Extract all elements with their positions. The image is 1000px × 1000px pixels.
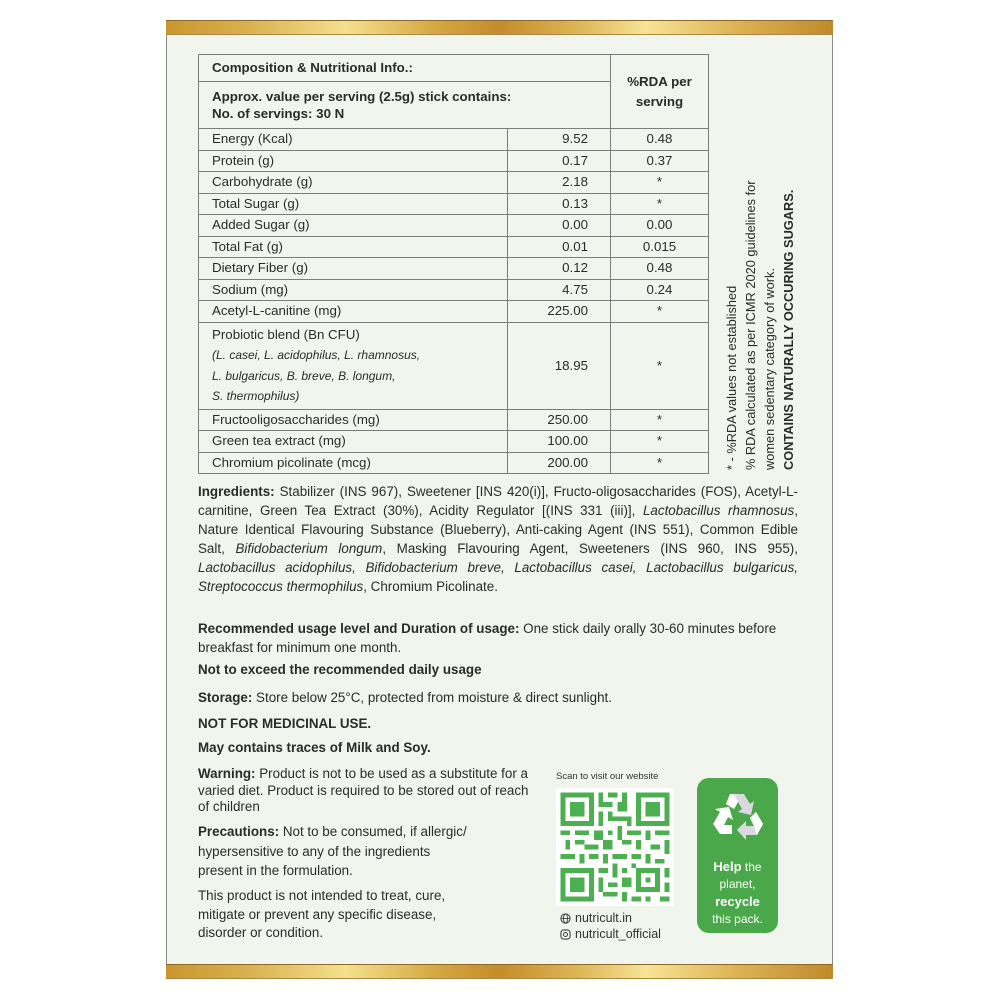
probiotic-strains-2: L. bulgaricus, B. breve, B. longum,: [212, 368, 396, 383]
ingredients-italic: Bifidobacterium longum: [235, 541, 383, 556]
not-medicinal-note: NOT FOR MEDICINAL USE.: [198, 716, 372, 731]
footnote-rda-not-established: * - %RDA values not established: [724, 285, 739, 470]
precautions-label: Precautions:: [198, 824, 280, 839]
nutrient-value: 0.00: [508, 215, 611, 237]
not-exceed-note: Not to exceed the recommended daily usage: [198, 662, 482, 677]
serving-info: [199, 82, 611, 129]
warning-text: Product is not to be used as a substitute for a varied diet. Product is required to be stored out of reach of children: [198, 766, 529, 814]
nutrient-rda: 0.00: [611, 215, 709, 237]
nutrient-name: Chromium picolinate (mcg): [199, 452, 508, 474]
nutrient-name: Total Sugar (g): [199, 193, 508, 215]
rda-header-line2: serving: [635, 93, 684, 109]
precautions-text: Not to be consumed, if allergic/ hypersensitive to any of the ingredients present in the formulation.: [198, 824, 467, 878]
nutrient-value: 0.17: [508, 150, 611, 172]
nutrient-rda: 0.015: [611, 236, 709, 258]
nutrient-rda: 0.48: [611, 129, 709, 151]
table-row: [199, 301, 709, 323]
precautions-block: [198, 822, 478, 881]
nutrient-value: 100.00: [508, 431, 611, 453]
footnote-icmr-line2: women sedentary category of work.: [762, 267, 777, 470]
nutrient-value: 0.12: [508, 258, 611, 280]
gold-bar-top: [166, 20, 833, 35]
recycle-icon: [710, 788, 766, 844]
qr-code[interactable]: [556, 788, 674, 906]
recycle-badge: [697, 778, 778, 933]
recycle-recycle: recycle: [715, 894, 760, 909]
nutrient-value: 4.75: [508, 279, 611, 301]
ingredients-text: , Nature Identical Flavouring Substance (Blueberry), Anti-caking Agent (INS 551), Common Edible Salt,: [198, 503, 798, 556]
probiotic-name: Probiotic blend (Bn CFU): [212, 326, 360, 342]
rda-header: [611, 55, 709, 129]
nutrient-name: Added Sugar (g): [199, 215, 508, 237]
instagram-text: nutricult_official: [575, 927, 661, 941]
table-row: [199, 236, 709, 258]
table-row: [199, 409, 709, 431]
recycle-planet: planet,: [719, 877, 756, 891]
gold-bar-bottom: [166, 964, 833, 979]
serving-size: Approx. value per serving (2.5g) stick contains:: [212, 89, 512, 104]
nutrient-name: Protein (g): [199, 150, 508, 172]
ingredients-italic: Lactobacillus acidophilus, Bifidobacterium breve, Lactobacillus casei, Lactobacillus bulgaricus, Streptococcus thermophilus: [198, 560, 798, 594]
nutrient-value: 0.13: [508, 193, 611, 215]
nutrient-name: Total Fat (g): [199, 236, 508, 258]
ingredients-text: Stabilizer (INS 967), Sweetener [INS 420(i)], Fructo-oligosaccharides (FOS), Acetyl-L-carnitine, Green Tea Extract (30%), Acidity Regulator [(INS 331 (iii)],: [198, 484, 798, 518]
table-row: [199, 193, 709, 215]
recycle-help: Help: [713, 859, 742, 874]
nutrient-value: 225.00: [508, 301, 611, 323]
table-row: [199, 452, 709, 474]
recycle-this-pack: this pack.: [712, 912, 763, 926]
ingredients-text: , Masking Flavouring Agent, Sweeteners (INS 960, INS 955),: [382, 541, 798, 556]
nutrition-table: [198, 54, 709, 474]
probiotic-strains-1: (L. casei, L. acidophilus, L. rhamnosus,: [212, 348, 421, 362]
storage-text: Store below 25°C, protected from moisture & direct sunlight.: [252, 690, 612, 705]
nutrient-rda: 0.24: [611, 279, 709, 301]
table-row: [199, 279, 709, 301]
nutrient-name: Sodium (mg): [199, 279, 508, 301]
nutrient-name: Fructooligosaccharides (mg): [199, 409, 508, 431]
nutrient-name: Green tea extract (mg): [199, 431, 508, 453]
nutrient-value: 2.18: [508, 172, 611, 194]
recycle-message: [697, 858, 778, 928]
website-text: nutricult.in: [575, 911, 632, 925]
nutrient-value: 0.01: [508, 236, 611, 258]
usage-text: One stick daily orally 30-60 minutes before breakfast for minimum one month.: [198, 621, 777, 655]
instagram-link[interactable]: [560, 927, 661, 941]
nutrient-value: 9.52: [508, 129, 611, 151]
nutrient-rda: *: [611, 409, 709, 431]
table-row: [199, 172, 709, 194]
recycle-the: the: [741, 860, 762, 874]
nutrient-value: 250.00: [508, 409, 611, 431]
allergen-note: May contains traces of Milk and Soy.: [198, 740, 431, 755]
nutrient-name: Carbohydrate (g): [199, 172, 508, 194]
nutrient-rda: *: [611, 431, 709, 453]
nutrient-rda: *: [611, 193, 709, 215]
table-row: [199, 215, 709, 237]
nutrient-rda: *: [611, 322, 709, 409]
nutrient-rda: *: [611, 301, 709, 323]
rda-footnotes: [722, 110, 798, 470]
warning-block: [198, 766, 538, 816]
table-row: [199, 129, 709, 151]
website-link[interactable]: [560, 911, 632, 925]
table-row-probiotic: [199, 322, 709, 409]
disclaimer: This product is not intended to treat, cure, mitigate or prevent any specific disease, disorder or condition.: [198, 888, 446, 940]
globe-icon: [560, 913, 571, 924]
nutrient-value: 18.95: [508, 322, 611, 409]
nutrient-rda: 0.48: [611, 258, 709, 280]
table-row: [199, 150, 709, 172]
rda-header-line1: %RDA per: [627, 73, 692, 89]
footnote-icmr-line1: % RDA calculated as per ICMR 2020 guidelines for: [743, 180, 758, 470]
probiotic-strains-3: S. thermophilus): [212, 389, 300, 403]
nutrient-rda: *: [611, 452, 709, 474]
nutrient-name: Energy (Kcal): [199, 129, 508, 151]
warning-label: Warning:: [198, 766, 256, 781]
storage-label: Storage:: [198, 690, 253, 705]
ingredients-block: [198, 482, 798, 596]
table-row: [199, 431, 709, 453]
ingredients-text: , Chromium Picolinate.: [363, 579, 498, 594]
nutrient-rda: *: [611, 172, 709, 194]
nutrient-name: [199, 322, 508, 409]
nutrient-name: Dietary Fiber (g): [199, 258, 508, 280]
usage-label: Recommended usage level and Duration of usage:: [198, 621, 520, 636]
table-row: [199, 258, 709, 280]
instagram-icon: [560, 929, 571, 940]
servings-count: No. of servings: 30 N: [212, 106, 345, 121]
ingredients-italic: Lactobacillus rhamnosus: [642, 503, 795, 518]
storage-block: [198, 688, 798, 707]
usage-block: [198, 619, 798, 657]
qr-label: Scan to visit our website: [556, 771, 659, 782]
nutrient-rda: 0.37: [611, 150, 709, 172]
nutrient-value: 200.00: [508, 452, 611, 474]
table-title: Composition & Nutritional Info.:: [199, 55, 611, 82]
ingredients-label: Ingredients:: [198, 484, 275, 499]
nutrient-name: Acetyl-L-canitine (mg): [199, 301, 508, 323]
natural-sugars-note: CONTAINS NATURALLY OCCURING SUGARS.: [781, 189, 796, 470]
